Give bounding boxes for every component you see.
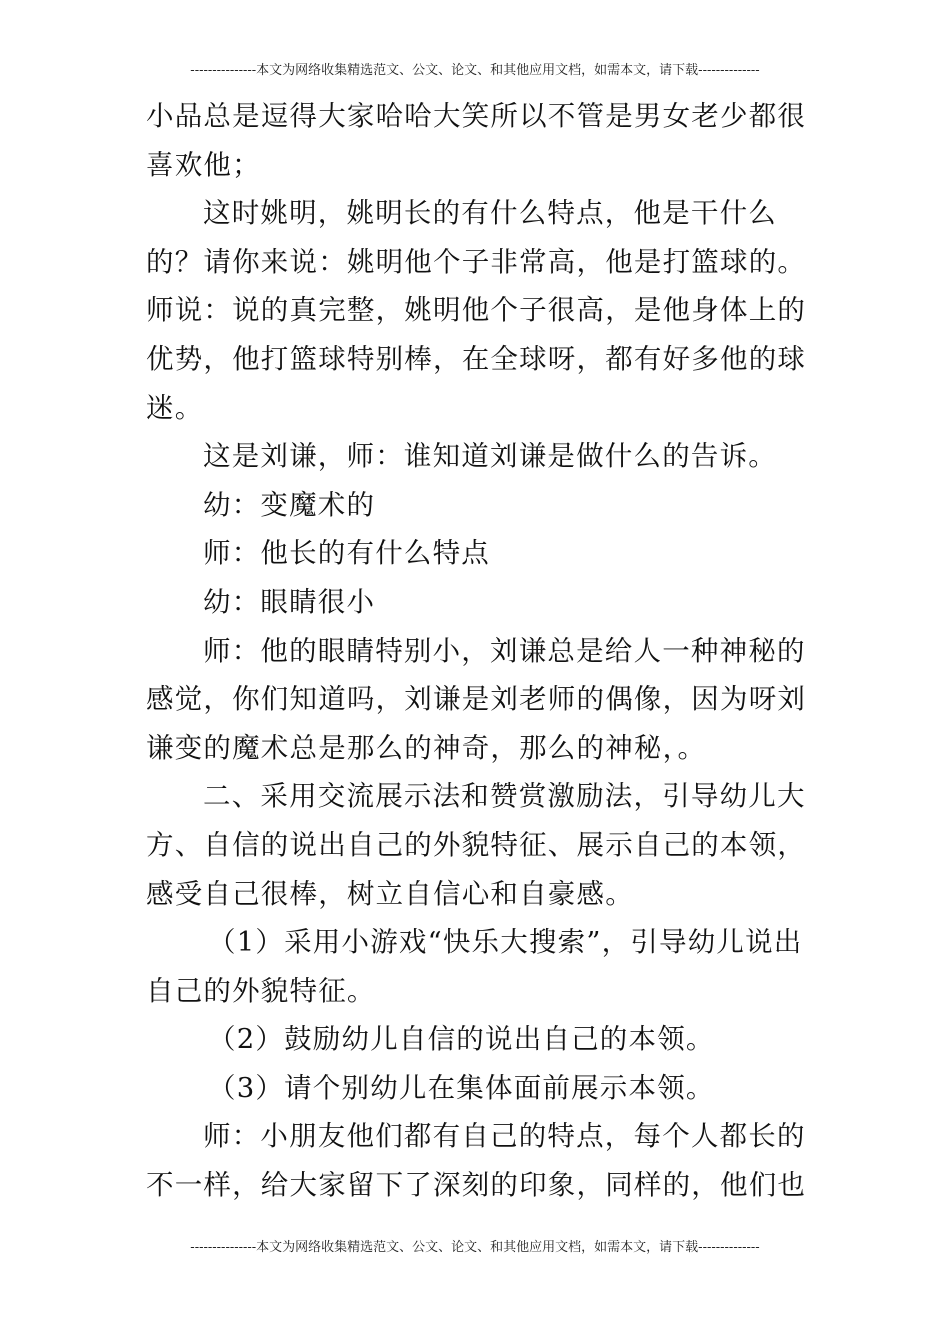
- paragraph: 这是刘谦，师：谁知道刘谦是做什么的告诉。: [203, 440, 777, 473]
- paragraph: 师：他长的有什么特点: [203, 537, 490, 570]
- paragraph: （2）鼓励幼儿自信的说出自己的本领。: [208, 1023, 715, 1056]
- page-header: ---------------本文为网络收集精选范文、公文、论文、和其他应用文档，如需本文，请下载--------------: [190, 63, 760, 78]
- paragraph: 二、采用交流展示法和赞赏激励法，引导幼儿大方、自信的说出自己的外貌特征、展示自己的本领，感受自己很棒，树立自信心和自豪感。: [146, 780, 807, 910]
- document-body: [146, 92, 810, 1210]
- paragraph: 小品总是逗得大家哈哈大笑所以不管是男女老少都很喜欢他；: [146, 100, 807, 181]
- paragraph: 幼：变魔术的: [203, 488, 376, 521]
- page-footer: ---------------本文为网络收集精选范文、公文、论文、和其他应用文档，如需本文，请下载--------------: [190, 1240, 760, 1255]
- paragraph: 师：他的眼睛特别小，刘谦总是给人一种神秘的感觉，你们知道吗，刘谦是刘老师的偶像，因为呀刘谦变的魔术总是那么的神奇，那么的神秘，。: [146, 634, 807, 764]
- paragraph: 这时姚明，姚明长的有什么特点，他是干什么的？请你来说：姚明他个子非常高，他是打篮球的。师说：说的真完整，姚明他个子很高，是他身体上的优势，他打篮球特别棒，在全球呀，都有好多他的球迷。: [146, 197, 807, 424]
- paragraph: 师：小朋友他们都有自己的特点，每个人都长的不一样，给大家留下了深刻的印象，同样的，他们也: [146, 1120, 807, 1202]
- paragraph: 幼：眼睛很小: [203, 585, 376, 618]
- paragraph: （1）采用小游戏“快乐大搜索”，引导幼儿说出自己的外貌特征。: [146, 926, 803, 1007]
- paragraph: （3）请个别幼儿在集体面前展示本领。: [208, 1071, 715, 1104]
